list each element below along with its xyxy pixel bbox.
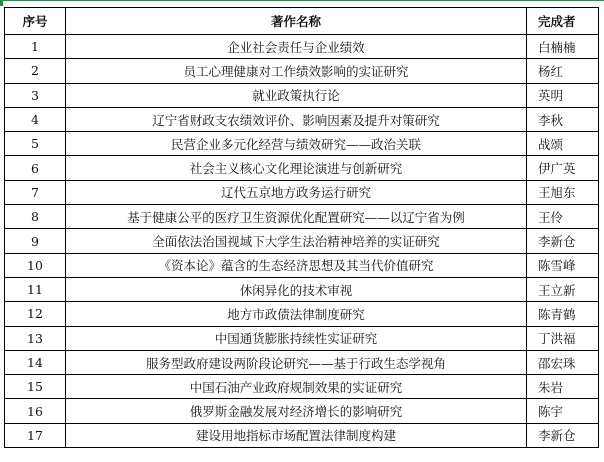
cell-title: 基于健康公平的医疗卫生资源优化配置研究——以辽宁省为例	[66, 205, 527, 229]
cell-title: 服务型政府建设两阶段论研究——基于行政生态学视角	[66, 350, 527, 374]
header-number: 序号	[5, 8, 66, 35]
cell-number: 13	[5, 326, 66, 350]
cell-number: 4	[5, 107, 66, 131]
table-row	[5, 83, 599, 107]
cell-author: 陈宇	[527, 399, 599, 423]
cell-number: 16	[5, 399, 66, 423]
cell-title: 《资本论》蕴含的生态经济思想及其当代价值研究	[66, 253, 527, 277]
cell-author: 邵宏珠	[527, 350, 599, 374]
cell-number: 7	[5, 180, 66, 204]
cell-number: 10	[5, 253, 66, 277]
cell-title: 全面依法治国视域下大学生法治精神培养的实证研究	[66, 229, 527, 253]
top-border-line	[0, 0, 604, 4]
cell-number: 12	[5, 302, 66, 326]
cell-number: 17	[5, 423, 66, 447]
cell-title: 社会主义核心文化理论演进与创新研究	[66, 156, 527, 180]
cell-author: 李新仓	[527, 229, 599, 253]
cell-title: 辽宁省财政支农绩效评价、影响因素及提升对策研究	[66, 107, 527, 131]
cell-number: 9	[5, 229, 66, 253]
table-row	[5, 253, 599, 277]
cell-number: 5	[5, 132, 66, 156]
works-table	[4, 7, 599, 448]
cell-title: 建设用地指标市场配置法律制度构建	[66, 423, 527, 447]
cell-author: 李秋	[527, 107, 599, 131]
table-row	[5, 205, 599, 229]
table-row	[5, 156, 599, 180]
cell-author: 伊广英	[527, 156, 599, 180]
cell-author: 陈雪峰	[527, 253, 599, 277]
cell-title: 地方市政债法律制度研究	[66, 302, 527, 326]
cell-title: 辽代五京地方政务运行研究	[66, 180, 527, 204]
table-row	[5, 59, 599, 83]
header-author: 完成者	[527, 8, 599, 35]
table-row	[5, 277, 599, 301]
cell-number: 14	[5, 350, 66, 374]
cell-corner-marker	[0, 0, 3, 6]
cell-author: 朱岩	[527, 375, 599, 399]
table-row	[5, 35, 599, 59]
table-row	[5, 302, 599, 326]
cell-author: 王伶	[527, 205, 599, 229]
cell-number: 3	[5, 83, 66, 107]
table-row	[5, 375, 599, 399]
cell-number: 8	[5, 205, 66, 229]
cell-author: 白楠楠	[527, 35, 599, 59]
cell-title: 休闲异化的技术审视	[66, 277, 527, 301]
cell-number: 15	[5, 375, 66, 399]
cell-title: 民营企业多元化经营与绩效研究——政治关联	[66, 132, 527, 156]
cell-title: 中国石油产业政府规制效果的实证研究	[66, 375, 527, 399]
cell-author: 英明	[527, 83, 599, 107]
cell-title: 就业政策执行论	[66, 83, 527, 107]
cell-author: 王立新	[527, 277, 599, 301]
cell-number: 1	[5, 35, 66, 59]
cell-author: 陈青鹤	[527, 302, 599, 326]
table-row	[5, 326, 599, 350]
header-title: 著作名称	[66, 8, 527, 35]
table-row	[5, 229, 599, 253]
cell-title: 俄罗斯金融发展对经济增长的影响研究	[66, 399, 527, 423]
cell-number: 11	[5, 277, 66, 301]
table-row	[5, 350, 599, 374]
cell-number: 6	[5, 156, 66, 180]
table-row	[5, 132, 599, 156]
cell-author: 杨红	[527, 59, 599, 83]
table-row	[5, 399, 599, 423]
cell-author: 战颂	[527, 132, 599, 156]
cell-title: 中国通货膨胀持续性实证研究	[66, 326, 527, 350]
cell-number: 2	[5, 59, 66, 83]
table-row	[5, 423, 599, 447]
cell-author: 丁洪福	[527, 326, 599, 350]
cell-title: 员工心理健康对工作绩效影响的实证研究	[66, 59, 527, 83]
cell-author: 王旭东	[527, 180, 599, 204]
table-row	[5, 107, 599, 131]
table-header-row	[5, 8, 599, 35]
table-row	[5, 180, 599, 204]
cell-author: 李新仓	[527, 423, 599, 447]
cell-title: 企业社会责任与企业绩效	[66, 35, 527, 59]
